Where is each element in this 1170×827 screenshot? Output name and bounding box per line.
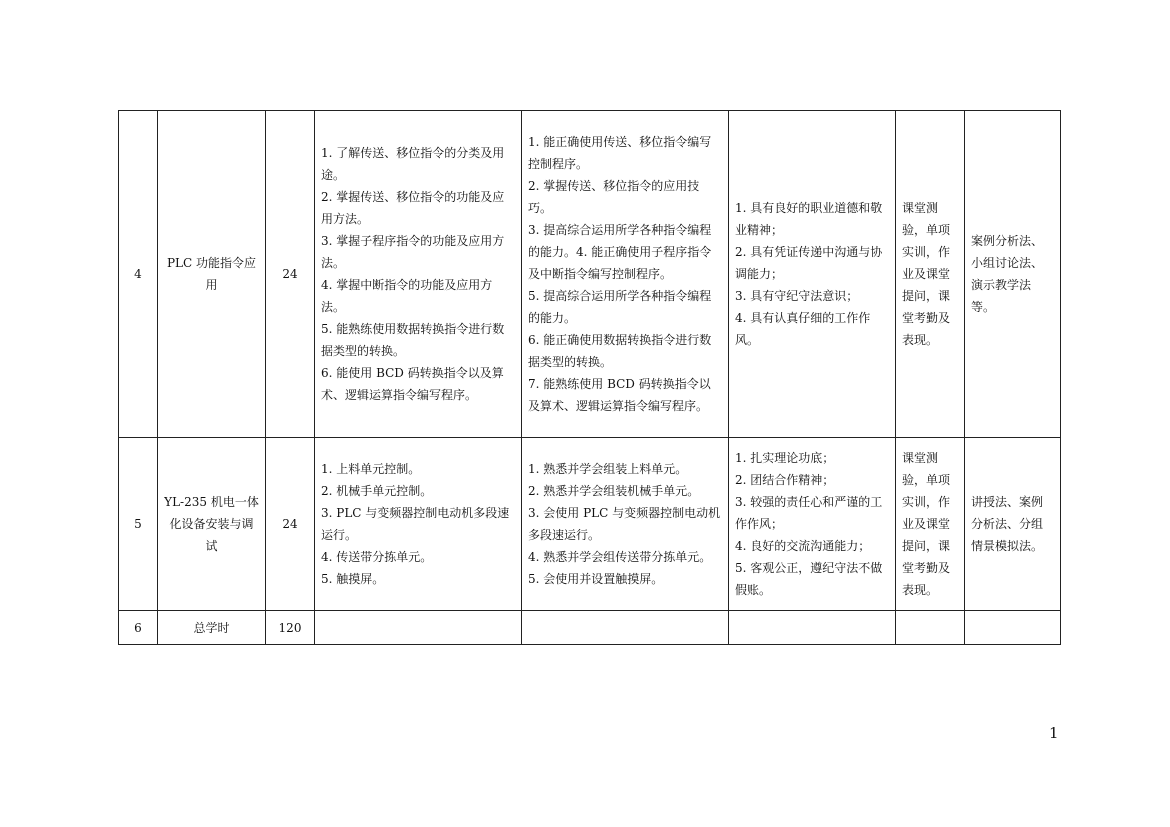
content-item: 6. 能使用 BCD 码转换指令以及算术、逻辑运算指令编写程序。 (321, 366, 504, 402)
total-hours-value: 120 (266, 611, 315, 645)
empty-cell (965, 611, 1061, 645)
total-hours-label: 总学时 (158, 611, 266, 645)
content-item: 4. 掌握中断指令的功能及应用方法。 (321, 278, 493, 314)
quality-item: 3. 具有守纪守法意识； (735, 289, 859, 303)
method-cell: 案例分析法、小组讨论法、 演示教学法等。 (965, 111, 1061, 438)
row-number: 5 (119, 438, 158, 611)
quality-item: 1. 扎实理论功底； (735, 451, 835, 465)
skill-item: 1. 能正确使用传送、移位指令编写控制程序。 (528, 135, 712, 171)
content-item: 5. 能熟练使用数据转换指令进行数据类型的转换。 (321, 322, 505, 358)
row-number: 6 (119, 611, 158, 645)
assessment-cell: 课堂测验，单项实训，作业及课堂提问，课堂考勤及表现。 (896, 111, 965, 438)
skill-item: 7. 能熟练使用 BCD 码转换指令以及算术、逻辑运算指令编写程序。 (528, 377, 711, 413)
content-item: 2. 机械手单元控制。 (321, 484, 433, 498)
quality-item: 2. 团结合作精神； (735, 473, 835, 487)
skills-cell (522, 111, 729, 438)
skills-cell (522, 438, 729, 611)
quality-item: 4. 良好的交流沟通能力； (735, 539, 871, 553)
quality-cell (729, 111, 896, 438)
skill-item: 5. 会使用并设置触摸屏。 (528, 572, 664, 586)
content-item: 3. 掌握子程序指令的功能及应用方法。 (321, 234, 505, 270)
assessment-cell: 课堂测验，单项实训，作业及课堂提问，课堂考勤及表现。 (896, 438, 965, 611)
empty-cell (896, 611, 965, 645)
content-item: 2. 掌握传送、移位指令的功能及应用方法。 (321, 190, 505, 226)
skill-item: 6. 能正确使用数据转换指令进行数据类型的转换。 (528, 333, 712, 369)
quality-item: 3. 较强的责任心和严谨的工作作风； (735, 495, 883, 531)
page-number: 1 (1049, 724, 1059, 742)
empty-cell (729, 611, 896, 645)
skill-item: 2. 熟悉并学会组装机械手单元。 (528, 484, 700, 498)
module-hours: 24 (266, 111, 315, 438)
skill-item: 5. 提高综合运用所学各种指令编程的能力。 (528, 289, 712, 325)
content-item: 5. 触摸屏。 (321, 572, 385, 586)
content-item: 1. 上料单元控制。 (321, 462, 421, 476)
content-item: 4. 传送带分拣单元。 (321, 550, 433, 564)
skill-item: 2. 掌握传送、移位指令的应用技巧。 (528, 179, 700, 215)
module-name: YL-235 机电一体化设备安装与调试 (158, 438, 266, 611)
course-table (118, 110, 1061, 645)
quality-cell (729, 438, 896, 611)
module-hours: 24 (266, 438, 315, 611)
module-name: PLC 功能指令应用 (158, 111, 266, 438)
table-row (119, 438, 1061, 611)
content-item: 3. PLC 与变频器控制电动机多段速运行。 (321, 506, 510, 542)
content-cell (315, 111, 522, 438)
table-row (119, 111, 1061, 438)
quality-item: 2. 具有凭证传递中沟通与协调能力； (735, 245, 883, 281)
row-number: 4 (119, 111, 158, 438)
quality-item: 4. 具有认真仔细的工作作风。 (735, 311, 871, 347)
empty-cell (315, 611, 522, 645)
quality-item: 5. 客观公正，遵纪守法不做假账。 (735, 561, 883, 597)
skill-item: 3. 提高综合运用所学各种指令编程的能力。4. 能正确使用子程序指令及中断指令编写控制程序。 (528, 223, 712, 281)
skill-item: 4. 熟悉并学会组传送带分拣单元。 (528, 550, 712, 564)
quality-item: 1. 具有良好的职业道德和敬业精神； (735, 201, 883, 237)
empty-cell (522, 611, 729, 645)
method-cell: 讲授法、案例分析法、分组情景模拟法。 (965, 438, 1061, 611)
content-cell (315, 438, 522, 611)
skill-item: 3. 会使用 PLC 与变频器控制电动机多段速运行。 (528, 506, 721, 542)
skill-item: 1. 熟悉并学会组装上料单元。 (528, 462, 688, 476)
table-row-total (119, 611, 1061, 645)
content-item: 1. 了解传送、移位指令的分类及用途。 (321, 146, 505, 182)
